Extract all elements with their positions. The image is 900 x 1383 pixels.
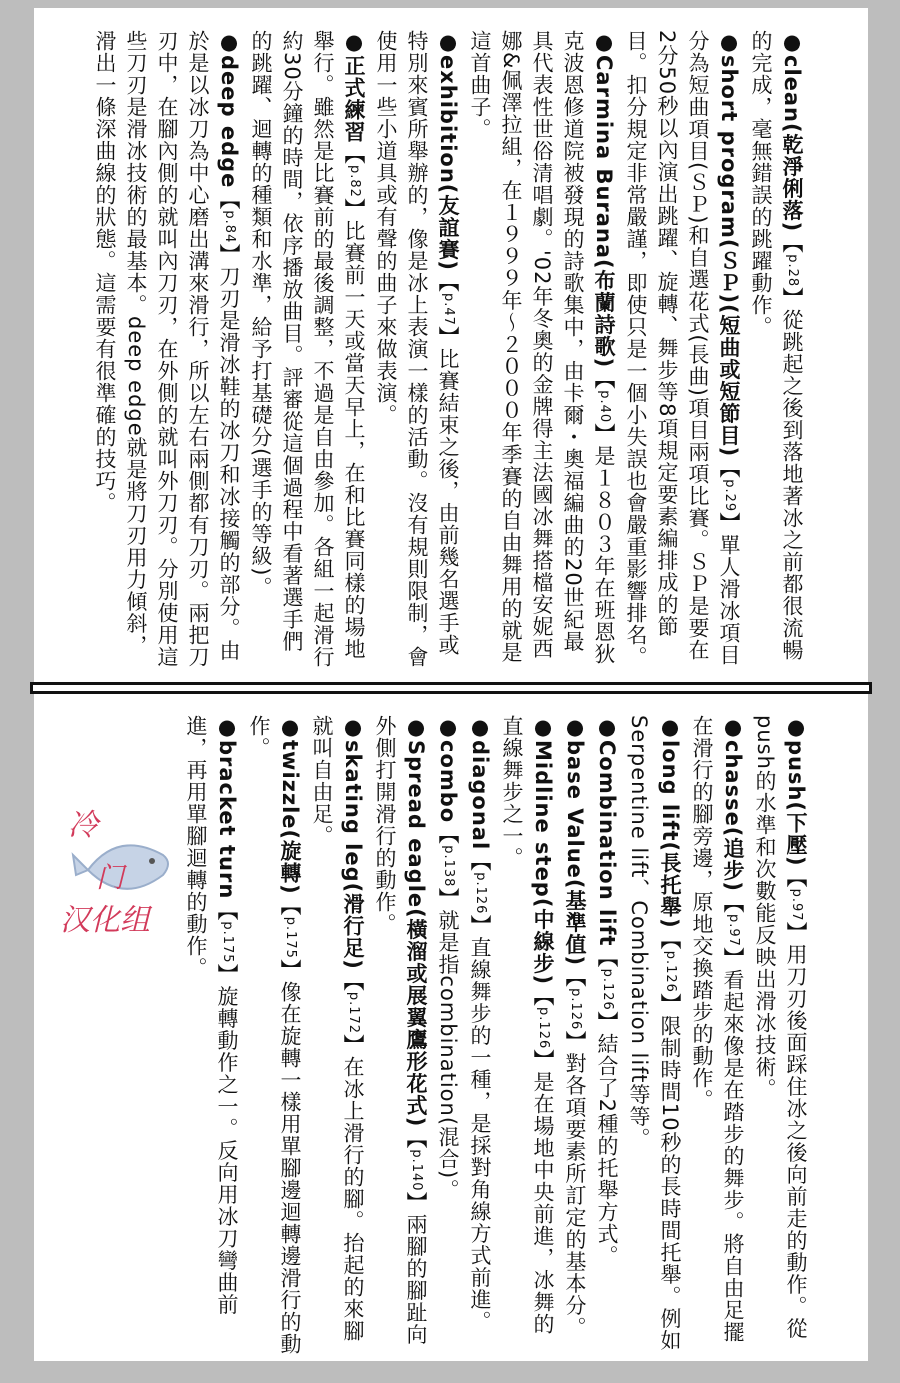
glossary-entry: ●exhibition(友誼賽)【p.47】比賽結束之後，由前幾名選手或特別來賓所舉辦的，像是冰上表演一樣的活動。沒有規則限制，會使用一些小道具或有聲的曲子來做表演。 (374, 30, 460, 668)
bullet-icon: ● (592, 30, 616, 55)
bullet-icon: ● (784, 715, 808, 740)
entry-definition: 用刀刃後面踩住冰之後向前走的動作。從push的水準和次數能反映出滑冰技術。 (753, 715, 808, 1340)
entry-definition: 刀刃是滑冰鞋的冰刀和冰接觸的部分。由於是以冰刀為中心磨出溝來滑行，所以左右兩側都有刀刃。兩把刀刃中，在腳內側的就叫內刀刃，在外側的就叫外刀刃。分別使用這些刀刃是滑冰技術的最基本。deep edge就是將刀刃用力傾斜，滑出一條深曲線的狀態。這需要有很準確的技巧。 (93, 30, 241, 668)
bullet-icon: ● (468, 715, 492, 740)
entry-page-ref: p.175 (220, 921, 235, 964)
glossary-entry: ●bracket turn【p.175】旋轉動作之一。反向用冰刀彎曲前進，再用單腳迴轉的動作。 (184, 715, 239, 1316)
entry-definition: 兩腳的腳趾向外側打開滑行的動作。 (373, 715, 428, 1346)
glossary-entry: ●combo【p.138】就是指combination(混合)。 (436, 715, 460, 1202)
entry-term: Midline step(中線步) (531, 740, 555, 986)
bullet-icon: ● (780, 30, 804, 55)
entry-page-ref: p.40 (597, 390, 612, 424)
entry-term: Spread eagle(橫溜或展翼鷹形花式) (404, 740, 428, 1128)
entry-term: Carmina Burana(布蘭詩歌) (592, 55, 616, 369)
stamp-line1: 冷 (68, 808, 98, 843)
translator-stamp (48, 795, 198, 945)
entry-page-ref: p.126 (473, 872, 488, 915)
entry-page-ref: p.47 (441, 292, 456, 326)
entry-definition: 看起來像是在踏步的舞步。將自由足擺在滑行的腳旁邊，原地交換踏步的動作。 (690, 715, 745, 1343)
entry-page-ref: p.175 (283, 916, 298, 959)
entry-page-ref: p.138 (441, 845, 456, 888)
entry-page-ref: p.97 (726, 914, 741, 947)
scan-edge-right (868, 0, 900, 1383)
entry-page-ref: p.140 (409, 1149, 424, 1192)
entry-term: twizzle(旋轉) (278, 740, 302, 895)
glossary-entry: ●Midline step(中線步)【p.126】是在場地中央前進，冰舞的直線舞步之一。 (500, 715, 555, 1336)
glossary-panel-bottom (96, 715, 812, 1355)
entry-page-ref: p.84 (222, 210, 237, 244)
glossary-entry: ●skating leg(滑行足)【p.172】在冰上滑行的腳。抬起的來腳就叫自由足。 (310, 715, 365, 1343)
entry-term: base Value(基準值) (563, 740, 587, 967)
entry-term: push(下壓) (784, 740, 808, 867)
entry-term: combo (436, 740, 460, 824)
glossary-entry: ●chasse(追步)【p.97】看起來像是在踏步的舞步。將自由足擺在滑行的腳旁邊，原地交換踏步的動作。 (690, 715, 745, 1343)
entry-definition: 在冰上滑行的腳。抬起的來腳就叫自由足。 (310, 715, 365, 1343)
scan-edge-top (0, 0, 900, 8)
entry-term: clean(乾淨俐落) (780, 55, 804, 233)
bullet-icon: ● (436, 715, 460, 740)
entry-definition: 比賽結束之後，由前幾名選手或特別來賓所舉辦的，像是冰上表演一樣的活動。沒有規則限制，會使用一些小道具或有聲的曲子來做表演。 (374, 30, 460, 668)
bullet-icon: ● (563, 715, 587, 740)
entry-definition: 旋轉動作之一。反向用冰刀彎曲前進，再用單腳迴轉的動作。 (184, 715, 239, 1316)
bullet-icon: ● (278, 715, 302, 740)
entry-page-ref: p.28 (785, 254, 800, 288)
entry-definition: 對各項要素所訂定的基本分。 (563, 1052, 587, 1339)
bullet-icon: ● (717, 30, 741, 55)
glossary-panel-top (88, 30, 808, 670)
bullet-icon: ● (342, 30, 366, 55)
entry-term: 正式練習 (342, 55, 366, 143)
entry-definition: 是在場地中央前進，冰舞的直線舞步之一。 (500, 715, 555, 1336)
entry-definition: 比賽前一天或當天早上，在和比賽同樣的場地舉行。雖然是比賽前的最後調整，不過是自由參加。各組一起滑行約30分鐘的時間，依序播放曲目。評審從這個過程中看著選手們的跳躍、迴轉的種類和水準，給予打基礎分(選手的等級)。 (249, 30, 366, 668)
entry-definition: 從跳起之後到落地著冰之前都很流暢的完成，毫無錯誤的跳躍動作。 (749, 30, 804, 662)
entry-page-ref: p.126 (568, 988, 583, 1031)
entry-term: long lift(長托舉) (658, 740, 682, 929)
bullet-icon: ● (217, 30, 241, 55)
entry-page-ref: p.126 (663, 950, 678, 993)
entry-term: diagonal (468, 740, 492, 851)
fish-eye-icon (149, 858, 155, 864)
glossary-entry: ●push(下壓)【p.97】用刀刃後面踩住冰之後向前走的動作。從push的水準和次數能反映出滑冰技術。 (753, 715, 808, 1340)
glossary-entry: ●正式練習【p.82】比賽前一天或當天早上，在和比賽同樣的場地舉行。雖然是比賽前的最後調整，不過是自由參加。各組一起滑行約30分鐘的時間，依序播放曲目。評審從這個過程中看著選手們的跳躍、迴轉的種類和水準，給予打基礎分(選手的等級)。 (249, 30, 366, 668)
bullet-icon: ● (721, 715, 745, 740)
glossary-entry: ●deep edge【p.84】刀刃是滑冰鞋的冰刀和冰接觸的部分。由於是以冰刀為中心磨出溝來滑行，所以左右兩側都有刀刃。兩把刀刃中，在腳內側的就叫內刀刃，在外側的就叫外刀刃。分別使用這些刀刃是滑冰技術的最基本。deep edge就是將刀刃用力傾斜，滑出一條深曲線的狀態。這需要有很準確的技巧。 (93, 30, 241, 668)
bullet-icon: ● (436, 30, 460, 55)
entry-term: chasse(追步) (721, 740, 745, 893)
entry-term: Combination lift (595, 740, 619, 947)
entry-definition: 就是指combination(混合)。 (436, 909, 460, 1202)
glossary-entry: ●Combination lift【p.126】結合了2種的托舉方式。 (595, 715, 619, 1268)
bullet-icon: ● (341, 715, 365, 740)
glossary-entry: ●Carmina Burana(布蘭詩歌)【p.40】是１８０３年在班恩狄克波恩修道院被發現的詩歌集中，由卡爾・奧福編曲的20世紀最具代表性世俗清唱劇。'02年冬奧的金牌得主法國冰舞搭檔安妮西娜&佩澤拉組，在１９９９年～２０００年季賽的自由舞用的就是這首曲子。 (468, 30, 616, 666)
entry-term: deep edge (217, 55, 241, 189)
entry-term: skating leg(滑行足) (341, 740, 365, 970)
scan-edge-left (0, 0, 34, 1383)
bullet-icon: ● (531, 715, 555, 740)
scan-edge-bottom (0, 1361, 900, 1383)
entry-term: short program(ＳＰ)(短曲或短節目) (717, 55, 741, 458)
entry-page-ref: p.172 (346, 991, 361, 1035)
entry-page-ref: p.126 (600, 968, 615, 1011)
entry-page-ref: p.126 (536, 1007, 551, 1050)
entry-definition: 結合了2種的托舉方式。 (595, 1032, 619, 1268)
glossary-entry: ●twizzle(旋轉)【p.175】像在旋轉一樣用單腳邊迴轉邊滑行的動作。 (247, 715, 302, 1355)
entry-definition: 單人滑冰項目分為短曲項目(ＳＰ)和自選花式(長曲)項目兩項比賽。ＳＰ是要在2分50秒以內演出跳躍、旋轉、舞步等8項規定要素編排成的節目。扣分規定非常嚴謹，即使只是一個小失誤也會嚴重影響排名。 (624, 30, 741, 668)
entry-page-ref: p.82 (347, 165, 362, 198)
glossary-entry: ●long lift(長托舉)【p.126】限制時間10秒的長時間托舉。例如Serpentine lift、Combination lift等等。 (627, 715, 682, 1352)
entry-definition: 直線舞步的一種，是採對角線方式前進。 (468, 936, 492, 1333)
entry-term: bracket turn (215, 740, 239, 900)
stamp-line3: 汉化组 (60, 903, 150, 938)
bullet-icon: ● (404, 715, 428, 740)
glossary-entry: ●base Value(基準值)【p.126】對各項要素所訂定的基本分。 (563, 715, 587, 1339)
entry-page-ref: p.97 (789, 888, 804, 922)
bullet-icon: ● (595, 715, 619, 740)
glossary-entry: ●diagonal【p.126】直線舞步的一種，是採對角線方式前進。 (468, 715, 492, 1333)
entry-definition: 像在旋轉一樣用單腳邊迴轉邊滑行的動作。 (247, 715, 302, 1355)
section-divider (30, 682, 872, 694)
entry-definition: 是１８０３年在班恩狄克波恩修道院被發現的詩歌集中，由卡爾・奧福編曲的20世紀最具代表性世俗清唱劇。'02年冬奧的金牌得主法國冰舞搭檔安妮西娜&佩澤拉組，在１９９９年～２０００年季賽的自由舞用的就是這首曲子。 (468, 30, 616, 666)
glossary-entry: ●Spread eagle(橫溜或展翼鷹形花式)【p.140】兩腳的腳趾向外側打開滑行的動作。 (373, 715, 428, 1346)
glossary-entry: ●clean(乾淨俐落)【p.28】從跳起之後到落地著冰之前都很流暢的完成，毫無錯誤的跳躍動作。 (749, 30, 804, 662)
bullet-icon: ● (215, 715, 239, 740)
stamp-line2: 门 (96, 861, 125, 894)
entry-definition: 限制時間10秒的長時間托舉。例如Serpentine lift、Combination lift等等。 (627, 715, 682, 1352)
bullet-icon: ● (658, 715, 682, 740)
entry-page-ref: p.29 (722, 479, 737, 513)
entry-term: exhibition(友誼賽) (436, 55, 460, 271)
glossary-entry: ●short program(ＳＰ)(短曲或短節目)【p.29】單人滑冰項目分為短曲項目(ＳＰ)和自選花式(長曲)項目兩項比賽。ＳＰ是要在2分50秒以內演出跳躍、旋轉、舞步等8項規定要素編排成的節目。扣分規定非常嚴謹，即使只是一個小失誤也會嚴重影響排名。 (624, 30, 741, 668)
